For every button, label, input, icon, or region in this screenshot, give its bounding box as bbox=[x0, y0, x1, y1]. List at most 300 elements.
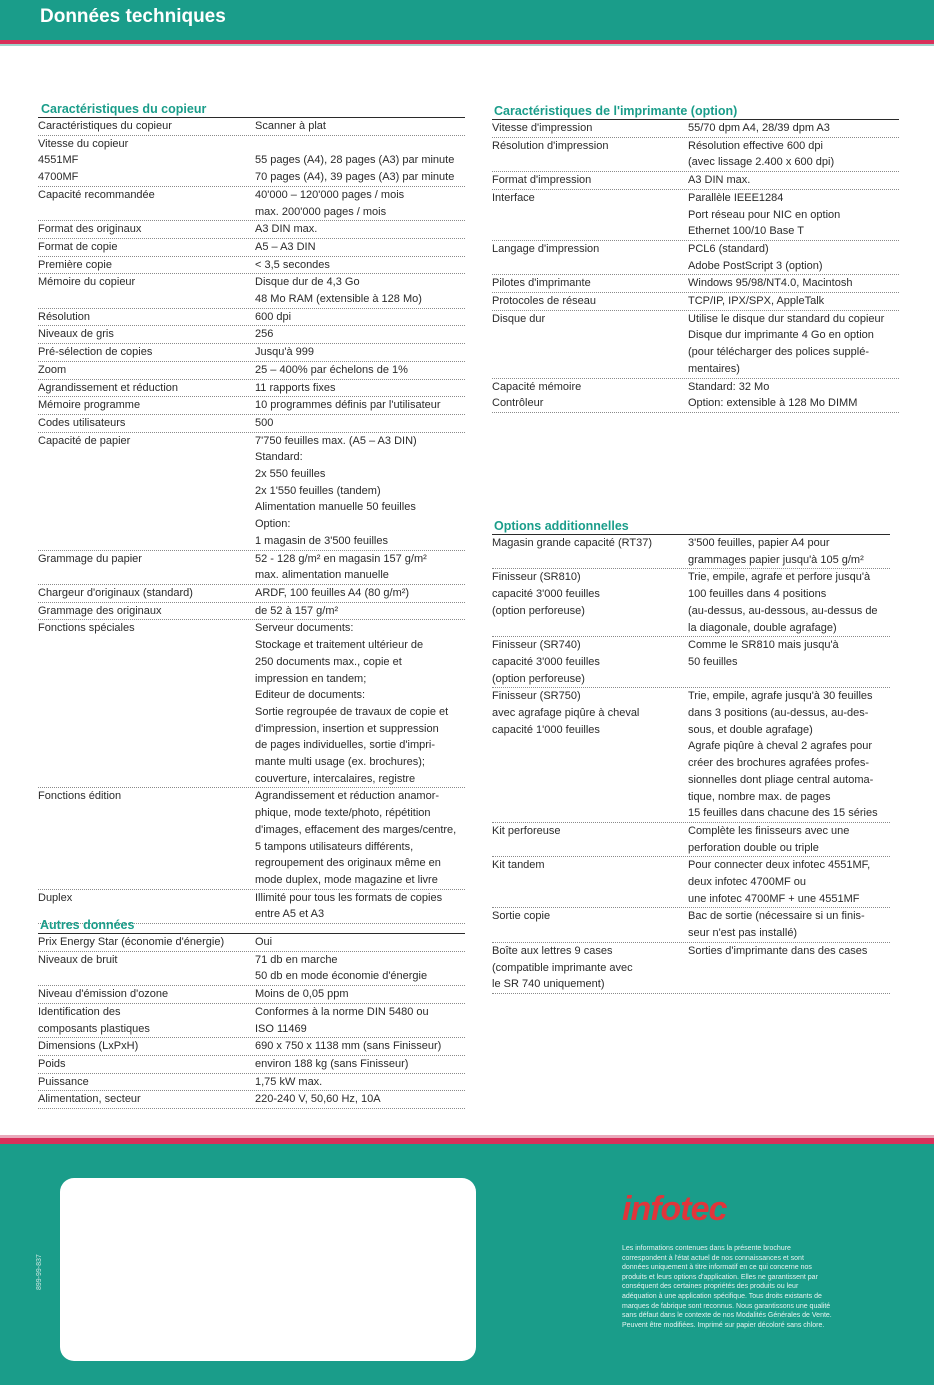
row-value bbox=[255, 118, 465, 135]
row-label-line: Sortie copie bbox=[492, 910, 551, 923]
table-row bbox=[492, 908, 890, 942]
table-row bbox=[492, 275, 899, 293]
row-value-line: regroupement des originaux même en bbox=[255, 857, 441, 870]
row-label-line: (option perforeuse) bbox=[492, 672, 585, 685]
row-label-line: Chargeur d'originaux (standard) bbox=[38, 586, 193, 599]
row-label-line: 4700MF bbox=[38, 171, 79, 184]
row-value bbox=[255, 620, 465, 787]
row-value bbox=[688, 857, 890, 907]
row-label-line: Grammage des originaux bbox=[38, 604, 162, 617]
row-label bbox=[38, 326, 255, 343]
row-label bbox=[38, 221, 255, 238]
row-label-line: (compatible imprimante avec bbox=[492, 961, 633, 974]
row-value-line: 250 documents max., copie et bbox=[255, 655, 402, 668]
row-value-line: Pour connecter deux infotec 4551MF, bbox=[688, 859, 871, 872]
row-value bbox=[255, 1038, 465, 1055]
row-label bbox=[38, 1074, 255, 1091]
row-value-line: Windows 95/98/NT4.0, Macintosh bbox=[688, 277, 853, 290]
row-label bbox=[492, 569, 688, 636]
row-value-line: seur n'est pas installé) bbox=[688, 927, 798, 940]
row-value-line: phique, mode texte/photo, répétition bbox=[255, 807, 431, 820]
row-value-line: Alimentation manuelle 50 feuilles bbox=[255, 501, 416, 514]
row-label bbox=[38, 187, 255, 220]
row-label bbox=[38, 433, 255, 550]
table-row bbox=[38, 136, 465, 187]
row-value-line: d'impression, insertion et suppression bbox=[255, 722, 439, 735]
printer-spec-table bbox=[492, 120, 899, 413]
row-value-line: 7'750 feuilles max. (A5 – A3 DIN) bbox=[255, 434, 417, 447]
row-value bbox=[688, 172, 899, 189]
row-label-line: Kit perforeuse bbox=[492, 824, 561, 837]
row-value bbox=[255, 326, 465, 343]
table-row bbox=[38, 934, 465, 952]
row-label bbox=[38, 1038, 255, 1055]
row-label-line: Niveaux de bruit bbox=[38, 953, 118, 966]
table-row bbox=[38, 415, 465, 433]
row-value-line: Port réseau pour NIC en option bbox=[688, 208, 841, 221]
row-value-line: max. 200'000 pages / mois bbox=[255, 205, 387, 218]
address-box bbox=[60, 1178, 476, 1361]
row-label-line: Boîte aux lettres 9 cases bbox=[492, 944, 613, 957]
table-row bbox=[38, 397, 465, 415]
row-value bbox=[255, 309, 465, 326]
row-value-line: 50 feuilles bbox=[688, 655, 738, 668]
row-value bbox=[688, 311, 899, 378]
row-value bbox=[688, 379, 899, 412]
row-value bbox=[688, 637, 890, 687]
row-value-line: Utilise le disque dur standard du copieur bbox=[688, 312, 885, 325]
row-value-line: A3 DIN max. bbox=[688, 174, 751, 187]
row-value bbox=[688, 138, 899, 171]
row-label-line: Interface bbox=[492, 191, 535, 204]
row-value-line: Bac de sortie (nécessaire si un finis- bbox=[688, 910, 865, 923]
row-label bbox=[492, 138, 688, 171]
row-label-line: Codes utilisateurs bbox=[38, 416, 126, 429]
row-label bbox=[492, 535, 688, 568]
row-value-line: couverture, intercalaires, registre bbox=[255, 772, 416, 785]
row-label bbox=[38, 344, 255, 361]
row-label bbox=[38, 788, 255, 888]
table-row bbox=[38, 1038, 465, 1056]
row-label-line: Résolution d'impression bbox=[492, 139, 609, 152]
row-value-line: (pour télécharger des polices supplé- bbox=[688, 346, 869, 359]
row-label-line: Vitesse du copieur bbox=[38, 137, 129, 150]
table-row bbox=[492, 637, 890, 688]
row-label-line: Puissance bbox=[38, 1075, 89, 1088]
table-row bbox=[38, 326, 465, 344]
row-label-line: le SR 740 uniquement) bbox=[492, 978, 605, 991]
row-value bbox=[688, 823, 890, 856]
other-section-title: Autres données bbox=[40, 918, 135, 932]
row-value bbox=[688, 120, 899, 137]
row-label bbox=[38, 136, 255, 186]
row-value-line: 40'000 – 120'000 pages / mois bbox=[255, 188, 405, 201]
row-value-line: (avec lissage 2.400 x 600 dpi) bbox=[688, 156, 835, 169]
row-value-line: 220-240 V, 50,60 Hz, 10A bbox=[255, 1093, 381, 1106]
row-value bbox=[688, 943, 890, 993]
row-label bbox=[492, 379, 688, 412]
row-label bbox=[38, 986, 255, 1003]
row-value-line: Trie, empile, agrafe jusqu'à 30 feuilles bbox=[688, 690, 873, 703]
row-label bbox=[492, 120, 688, 137]
copier-section-title: Caractéristiques du copieur bbox=[41, 102, 207, 116]
row-value-line: Serveur documents: bbox=[255, 622, 354, 635]
table-row bbox=[38, 952, 465, 986]
row-label bbox=[492, 943, 688, 993]
table-row bbox=[492, 379, 899, 413]
row-value bbox=[688, 293, 899, 310]
row-value-line: Stockage et traitement ultérieur de bbox=[255, 639, 424, 652]
row-value-line: Conformes à la norme DIN 5480 ou bbox=[255, 1005, 429, 1018]
row-value-line: Sortie regroupée de travaux de copie et bbox=[255, 705, 449, 718]
row-label bbox=[38, 362, 255, 379]
row-value bbox=[688, 688, 890, 822]
row-label bbox=[38, 585, 255, 602]
table-row bbox=[38, 118, 465, 136]
row-value bbox=[255, 397, 465, 414]
row-value-line: A3 DIN max. bbox=[255, 223, 318, 236]
row-label bbox=[492, 823, 688, 856]
row-value-line: Sorties d'imprimante dans des cases bbox=[688, 944, 868, 957]
row-label-line: Mémoire du copieur bbox=[38, 276, 136, 289]
row-value-line: max. alimentation manuelle bbox=[255, 569, 389, 582]
table-row bbox=[492, 120, 899, 138]
row-value-line: sous, et double agrafage) bbox=[688, 723, 813, 736]
table-row bbox=[38, 620, 465, 788]
row-label bbox=[38, 1091, 255, 1108]
row-value-line: d'images, effacement des marges/centre, bbox=[255, 823, 457, 836]
row-label-line: Pré-sélection de copies bbox=[38, 346, 153, 359]
table-row bbox=[38, 788, 465, 889]
row-value-line: Standard: bbox=[255, 451, 303, 464]
row-label-line: composants plastiques bbox=[38, 1022, 150, 1035]
row-value-line: perforation double ou triple bbox=[688, 841, 819, 854]
row-label-line: Première copie bbox=[38, 258, 112, 271]
row-label-line: Résolution bbox=[38, 310, 90, 323]
table-row bbox=[38, 221, 465, 239]
row-value bbox=[255, 344, 465, 361]
row-label-line: Duplex bbox=[38, 891, 73, 904]
row-value-line: 10 programmes définis par l'utilisateur bbox=[255, 399, 441, 412]
row-value bbox=[255, 1091, 465, 1108]
row-label-line: Finisseur (SR740) bbox=[492, 639, 581, 652]
row-value-line: Scanner à plat bbox=[255, 120, 326, 132]
row-value-line: 2x 550 feuilles bbox=[255, 468, 326, 481]
row-value bbox=[255, 890, 465, 923]
row-value-line: 690 x 750 x 1138 mm (sans Finisseur) bbox=[255, 1040, 442, 1053]
row-label bbox=[492, 241, 688, 274]
row-label-line: capacité 1'000 feuilles bbox=[492, 723, 600, 736]
row-value-line: Illimité pour tous les formats de copies bbox=[255, 891, 443, 904]
row-label-line: Format des originaux bbox=[38, 223, 142, 236]
row-label bbox=[492, 311, 688, 378]
table-row bbox=[492, 138, 899, 172]
row-label-line: Contrôleur bbox=[492, 397, 544, 410]
row-label bbox=[38, 274, 255, 307]
row-value-line: 1,75 kW max. bbox=[255, 1075, 323, 1088]
row-value-line: 2x 1'550 feuilles (tandem) bbox=[255, 484, 381, 497]
table-row bbox=[492, 172, 899, 190]
row-value-line: 25 – 400% par échelons de 1% bbox=[255, 363, 408, 376]
document-code: 899-99-837 bbox=[36, 1254, 43, 1290]
row-value-line: mentaires) bbox=[688, 362, 740, 375]
row-value-line: 256 bbox=[255, 328, 274, 341]
row-value-line: Standard: 32 Mo bbox=[688, 380, 770, 393]
row-value-line: 3'500 feuilles, papier A4 pour bbox=[688, 537, 830, 549]
table-row bbox=[38, 309, 465, 327]
row-value-line: Parallèle IEEE1284 bbox=[688, 191, 784, 204]
row-label bbox=[38, 309, 255, 326]
row-value-line: 71 db en marche bbox=[255, 953, 338, 966]
row-value bbox=[255, 585, 465, 602]
row-label bbox=[492, 275, 688, 292]
header-stripe-light bbox=[0, 44, 934, 46]
row-value-line: Adobe PostScript 3 (option) bbox=[688, 259, 823, 272]
row-label-line: Magasin grande capacité (RT37) bbox=[492, 537, 652, 549]
row-value bbox=[688, 908, 890, 941]
row-value-line: 50 db en mode économie d'énergie bbox=[255, 970, 428, 983]
table-row bbox=[38, 380, 465, 398]
row-value-line: Résolution effective 600 dpi bbox=[688, 139, 823, 152]
row-value bbox=[255, 380, 465, 397]
row-label-line: Agrandissement et réduction bbox=[38, 381, 179, 394]
row-value-line: mante multi usage (ex. brochures); bbox=[255, 756, 425, 769]
row-value-line: environ 188 kg (sans Finisseur) bbox=[255, 1057, 409, 1070]
row-value-line: Agrandissement et réduction anamor- bbox=[255, 790, 440, 803]
table-row bbox=[492, 293, 899, 311]
options-spec-table bbox=[492, 535, 890, 994]
row-label-line: capacité 3'000 feuilles bbox=[492, 655, 600, 668]
row-label bbox=[38, 257, 255, 274]
infotec-logo: infotec bbox=[622, 1190, 727, 1228]
table-row bbox=[38, 433, 465, 551]
table-row bbox=[38, 362, 465, 380]
row-value-line: 55/70 dpm A4, 28/39 dpm A3 bbox=[688, 122, 830, 134]
row-label-line: Disque dur bbox=[492, 312, 546, 325]
row-value-line: tique, nombre max. de pages bbox=[688, 790, 831, 803]
table-row bbox=[38, 1004, 465, 1038]
row-label-line: Niveaux de gris bbox=[38, 328, 114, 341]
row-label-line: Alimentation, secteur bbox=[38, 1093, 141, 1106]
row-label bbox=[38, 934, 255, 951]
row-label-line: Pilotes d'imprimante bbox=[492, 277, 591, 290]
row-value-line: impression en tandem; bbox=[255, 672, 367, 685]
row-value-line: TCP/IP, IPX/SPX, AppleTalk bbox=[688, 295, 825, 308]
table-row bbox=[38, 187, 465, 221]
row-value-line: dans 3 positions (au-dessus, au-des- bbox=[688, 707, 869, 720]
table-row bbox=[38, 986, 465, 1004]
row-value bbox=[688, 535, 890, 568]
row-value bbox=[255, 187, 465, 220]
row-value bbox=[255, 1056, 465, 1073]
row-value-line: Complète les finisseurs avec une bbox=[688, 824, 850, 837]
row-value bbox=[255, 415, 465, 432]
row-label bbox=[492, 688, 688, 822]
row-value-line: 15 feuilles dans chacune des 15 séries bbox=[688, 807, 878, 820]
row-value bbox=[255, 1074, 465, 1091]
row-label bbox=[492, 190, 688, 240]
table-row bbox=[38, 257, 465, 275]
row-label-line: 4551MF bbox=[38, 154, 79, 167]
row-label bbox=[38, 1056, 255, 1073]
row-label-line: Langage d'impression bbox=[492, 242, 600, 255]
header-bar bbox=[0, 0, 934, 40]
row-label bbox=[38, 415, 255, 432]
row-value bbox=[688, 190, 899, 240]
row-value-line: Agrafe piqûre à cheval 2 agrafes pour bbox=[688, 740, 873, 753]
row-value-line: 100 feuilles dans 4 positions bbox=[688, 588, 827, 601]
options-section-title: Options additionnelles bbox=[494, 519, 629, 533]
row-label-line: Zoom bbox=[38, 363, 67, 376]
row-value-line: 500 bbox=[255, 416, 274, 429]
row-value bbox=[255, 274, 465, 307]
row-label bbox=[492, 293, 688, 310]
row-value-line: 52 - 128 g/m² en magasin 157 g/m² bbox=[255, 552, 427, 565]
row-value-line: 600 dpi bbox=[255, 310, 292, 323]
row-label-line: Vitesse d'impression bbox=[492, 122, 593, 134]
row-value-line: une infotec 4700MF + une 4551MF bbox=[688, 892, 860, 905]
row-value-line: Editeur de documents: bbox=[255, 689, 366, 702]
row-value-line: A5 – A3 DIN bbox=[255, 240, 316, 253]
row-label-line: Finisseur (SR750) bbox=[492, 690, 581, 703]
table-row bbox=[492, 688, 890, 823]
row-label bbox=[38, 1004, 255, 1037]
row-value-line bbox=[255, 136, 465, 153]
row-value bbox=[255, 239, 465, 256]
disclaimer-text: Les informations contenues dans la présente brochure correspondent à l'état actuel de nos connaissances et sont données uniquement à titre informatif en ce qui concerne nos produits et leurs options d'application. Elles ne garantissent par conséquent des certaines propriétés des produits ou leur adéquation à une application spécifique. Tous droits existants de marques de fabrique sont reconnus. Nous garantissons une qualité sans défaut dans le contexte de nos Modalités Générales de Vente. Peuvent être modifiées. Imprimé sur papier décoloré sans chlore. bbox=[622, 1245, 832, 1329]
row-value-line: Option: extensible à 128 Mo DIMM bbox=[688, 397, 858, 410]
row-value-line: Ethernet 100/10 Base T bbox=[688, 225, 804, 238]
row-label bbox=[38, 380, 255, 397]
row-label-line: Dimensions (LxPxH) bbox=[38, 1040, 139, 1053]
row-value-line: de pages individuelles, sortie d'impri- bbox=[255, 739, 436, 752]
row-value-line: Oui bbox=[255, 936, 273, 948]
row-value-line: la diagonale, double agrafage) bbox=[688, 621, 837, 634]
row-value-line: Comme le SR810 mais jusqu'à bbox=[688, 639, 839, 652]
row-label-line: Capacité de papier bbox=[38, 434, 131, 447]
row-label-line: Format de copie bbox=[38, 240, 118, 253]
row-label-line: (option perforeuse) bbox=[492, 604, 585, 617]
table-row bbox=[492, 823, 890, 857]
row-label bbox=[492, 172, 688, 189]
row-value bbox=[688, 275, 899, 292]
row-value-line: Moins de 0,05 ppm bbox=[255, 988, 349, 1001]
row-label-line: Niveau d'émission d'ozone bbox=[38, 988, 169, 1001]
row-label-line: Fonctions spéciales bbox=[38, 622, 135, 635]
row-value-line: Option: bbox=[255, 518, 291, 531]
table-row bbox=[492, 311, 899, 379]
row-value bbox=[255, 551, 465, 584]
row-label bbox=[38, 397, 255, 414]
row-value-line: Disque dur imprimante 4 Go en option bbox=[688, 329, 874, 342]
row-label bbox=[38, 952, 255, 985]
row-label-line: Grammage du papier bbox=[38, 552, 142, 565]
row-label-line: Prix Energy Star (économie d'énergie) bbox=[38, 936, 225, 948]
row-value bbox=[255, 603, 465, 620]
row-label-line: avec agrafage piqûre à cheval bbox=[492, 707, 640, 720]
table-row bbox=[38, 274, 465, 308]
table-row bbox=[38, 551, 465, 585]
row-label bbox=[38, 239, 255, 256]
row-label-line: Capacité recommandée bbox=[38, 188, 155, 201]
row-label-line: Format d'impression bbox=[492, 174, 592, 187]
copier-spec-table bbox=[38, 118, 465, 924]
row-value-line: Disque dur de 4,3 Go bbox=[255, 276, 360, 289]
row-value-line: 55 pages (A4), 28 pages (A3) par minute bbox=[255, 154, 455, 167]
row-label-line: Capacité mémoire bbox=[492, 380, 582, 393]
table-row bbox=[492, 535, 890, 569]
table-row bbox=[492, 190, 899, 241]
row-value bbox=[255, 952, 465, 985]
row-label bbox=[38, 620, 255, 787]
table-row bbox=[492, 569, 890, 637]
row-label bbox=[492, 908, 688, 941]
row-value bbox=[255, 257, 465, 274]
row-value bbox=[255, 433, 465, 550]
row-label bbox=[492, 637, 688, 687]
row-value bbox=[255, 986, 465, 1003]
row-value-line: ISO 11469 bbox=[255, 1022, 307, 1035]
table-row bbox=[38, 603, 465, 621]
page-title: Données techniques bbox=[40, 6, 226, 27]
table-row bbox=[38, 344, 465, 362]
row-value-line: Trie, empile, agrafe et perfore jusqu'à bbox=[688, 571, 871, 584]
row-label bbox=[38, 603, 255, 620]
row-value-line: PCL6 (standard) bbox=[688, 242, 769, 255]
row-value bbox=[255, 788, 465, 888]
table-row bbox=[38, 1091, 465, 1109]
row-label-line: capacité 3'000 feuilles bbox=[492, 588, 600, 601]
row-label-line: Identification des bbox=[38, 1005, 121, 1018]
row-value-line: 48 Mo RAM (extensible à 128 Mo) bbox=[255, 293, 422, 306]
row-value bbox=[688, 569, 890, 636]
row-value-line: grammages papier jusqu'à 105 g/m² bbox=[688, 553, 864, 566]
row-value-line: de 52 à 157 g/m² bbox=[255, 604, 339, 617]
row-label-line: Mémoire programme bbox=[38, 399, 141, 412]
row-label-line: Protocoles de réseau bbox=[492, 295, 596, 308]
table-row bbox=[38, 1056, 465, 1074]
row-value bbox=[255, 221, 465, 238]
row-value bbox=[255, 362, 465, 379]
row-value-line: (au-dessus, au-dessous, au-dessus de bbox=[688, 604, 878, 617]
row-value-line: deux infotec 4700MF ou bbox=[688, 876, 807, 889]
row-label-line: Caractéristiques du copieur bbox=[38, 120, 172, 132]
other-spec-table bbox=[38, 934, 465, 1109]
row-label-line: Kit tandem bbox=[492, 859, 545, 872]
row-label bbox=[38, 551, 255, 584]
row-value-line: < 3,5 secondes bbox=[255, 258, 330, 271]
row-value-line: 70 pages (A4), 39 pages (A3) par minute bbox=[255, 171, 455, 184]
row-value-line: 1 magasin de 3'500 feuilles bbox=[255, 534, 388, 547]
row-value-line: 11 rapports fixes bbox=[255, 381, 336, 394]
table-row bbox=[38, 585, 465, 603]
table-row bbox=[38, 239, 465, 257]
row-value-line: entre A5 et A3 bbox=[255, 908, 325, 921]
table-row bbox=[492, 857, 890, 908]
row-value bbox=[255, 136, 465, 186]
row-value-line: sionnelles dont pliage central automa- bbox=[688, 773, 874, 786]
printer-section-title: Caractéristiques de l'imprimante (option) bbox=[494, 104, 738, 118]
row-label bbox=[492, 857, 688, 907]
row-value-line: Jusqu'à 999 bbox=[255, 346, 314, 359]
table-row bbox=[492, 943, 890, 994]
row-value bbox=[255, 934, 465, 951]
row-label-line: Poids bbox=[38, 1057, 66, 1070]
row-value bbox=[688, 241, 899, 274]
table-row bbox=[492, 241, 899, 275]
row-value-line: ARDF, 100 feuilles A4 (80 g/m²) bbox=[255, 586, 410, 599]
row-label-line: Finisseur (SR810) bbox=[492, 571, 581, 584]
